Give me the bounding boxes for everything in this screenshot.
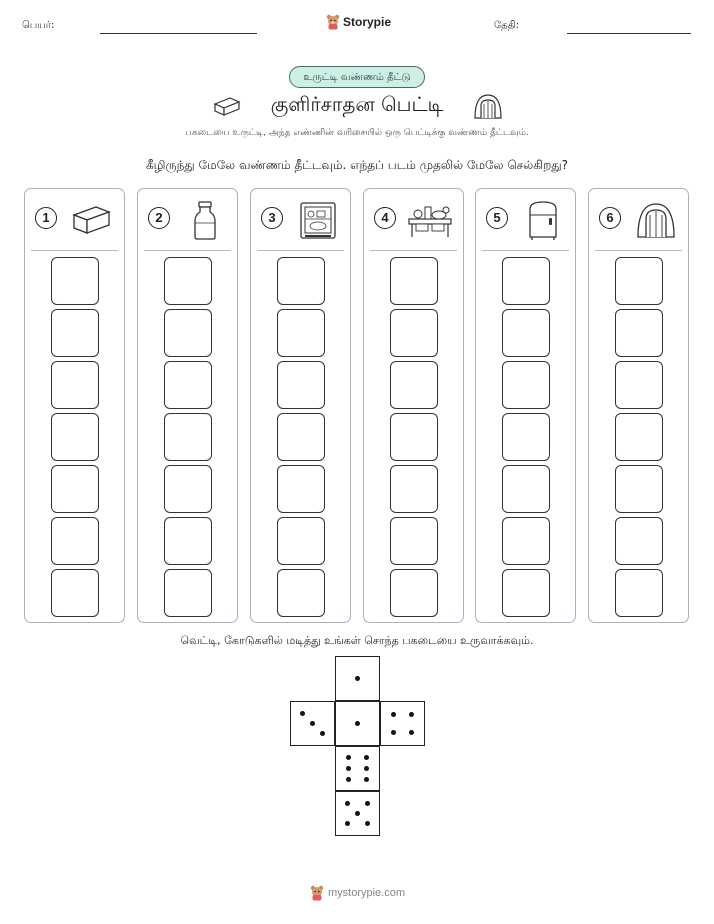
- die-pip: [364, 777, 369, 782]
- color-cell[interactable]: [277, 257, 325, 305]
- color-cell[interactable]: [277, 465, 325, 513]
- column-number: 1: [35, 207, 57, 229]
- name-label: பெயர்:: [22, 20, 55, 31]
- color-cell[interactable]: [51, 517, 99, 565]
- color-cell[interactable]: [502, 465, 550, 513]
- date-line[interactable]: [567, 33, 691, 34]
- dice-instruction: வெட்டி, கோடுகளில் மடித்து உங்கள் சொந்த பகடையை உருவாக்கவும்.: [180, 634, 534, 647]
- column-divider: [31, 250, 118, 251]
- die-pip: [355, 811, 360, 816]
- color-cell[interactable]: [615, 413, 663, 461]
- color-cell[interactable]: [615, 517, 663, 565]
- die-pip: [310, 721, 315, 726]
- color-cell[interactable]: [390, 465, 438, 513]
- die-pip: [300, 711, 305, 716]
- die-face-1: [335, 656, 380, 701]
- brand-name: Storypie: [343, 15, 392, 29]
- bear-mascot-icon: [310, 885, 324, 901]
- die-pip: [391, 730, 396, 735]
- color-cell[interactable]: [615, 361, 663, 409]
- name-line[interactable]: [100, 33, 257, 34]
- column-6: [588, 188, 689, 623]
- color-cell[interactable]: [277, 361, 325, 409]
- color-cell[interactable]: [164, 257, 212, 305]
- color-cell[interactable]: [164, 309, 212, 357]
- color-cell[interactable]: [390, 413, 438, 461]
- ice-cave-icon: [473, 92, 503, 120]
- color-cell[interactable]: [615, 569, 663, 617]
- column-number: 3: [261, 207, 283, 229]
- die-pip: [365, 801, 370, 806]
- column-divider: [257, 250, 344, 251]
- column-number: 2: [148, 207, 170, 229]
- die-face-4: [380, 701, 425, 746]
- color-cell[interactable]: [502, 413, 550, 461]
- column-1: [24, 188, 125, 623]
- color-cell[interactable]: [390, 517, 438, 565]
- column-divider: [482, 250, 569, 251]
- color-cell[interactable]: [51, 465, 99, 513]
- color-cell[interactable]: [502, 569, 550, 617]
- bear-mascot-icon: [326, 14, 340, 30]
- activity-tag: உருட்டி வண்ணம் தீட்டு: [289, 66, 425, 88]
- die-pip: [355, 721, 360, 726]
- ice-block-icon: [71, 199, 113, 241]
- color-cell[interactable]: [390, 569, 438, 617]
- color-cell[interactable]: [277, 517, 325, 565]
- color-cell[interactable]: [51, 309, 99, 357]
- page-subtitle: பகடையை உருட்டி, அந்த எண்ணின் வரிசையில் ஒரு பெட்டிக்கு வண்ணம் தீட்டவும்.: [185, 128, 529, 138]
- page-title: குளிர்சாதன பெட்டி: [270, 92, 444, 116]
- color-cell[interactable]: [502, 517, 550, 565]
- footer: [310, 885, 405, 901]
- color-cell[interactable]: [615, 465, 663, 513]
- color-cell[interactable]: [164, 361, 212, 409]
- milk-bottle-icon: [184, 199, 226, 241]
- column-divider: [595, 250, 682, 251]
- die-pip: [345, 821, 350, 826]
- color-cell[interactable]: [390, 361, 438, 409]
- color-cell[interactable]: [615, 257, 663, 305]
- color-cell[interactable]: [390, 257, 438, 305]
- column-divider: [370, 250, 457, 251]
- color-cell[interactable]: [277, 569, 325, 617]
- die-face-6: [335, 746, 380, 791]
- color-cell[interactable]: [164, 517, 212, 565]
- fridge-shelf-icon: [297, 199, 339, 241]
- ice-cave-icon: [635, 199, 677, 241]
- die-pip: [409, 712, 414, 717]
- die-pip: [364, 755, 369, 760]
- color-cell[interactable]: [164, 569, 212, 617]
- column-divider: [144, 250, 231, 251]
- column-5: [475, 188, 576, 623]
- vintage-fridge-icon: [522, 199, 564, 241]
- die-face-3: [290, 701, 335, 746]
- die-pip: [391, 712, 396, 717]
- kitchen-counter-icon: [406, 199, 454, 241]
- die-face-5: [335, 791, 380, 836]
- color-cell[interactable]: [51, 569, 99, 617]
- color-cell[interactable]: [502, 309, 550, 357]
- color-cell[interactable]: [164, 413, 212, 461]
- date-label: தேதி:: [494, 20, 520, 31]
- die-pip: [365, 821, 370, 826]
- question-text: கீழிருந்து மேலே வண்ணம் தீட்டவும். எந்தப் படம் முதலில் மேலே செல்கிறது?: [145, 158, 569, 172]
- die-pip: [320, 731, 325, 736]
- color-cell[interactable]: [164, 465, 212, 513]
- color-cell[interactable]: [502, 257, 550, 305]
- die-pip: [355, 676, 360, 681]
- color-cell[interactable]: [51, 257, 99, 305]
- column-number: 5: [486, 207, 508, 229]
- column-number: 4: [374, 207, 396, 229]
- column-3: [250, 188, 351, 623]
- column-4: [363, 188, 464, 623]
- color-cell[interactable]: [51, 361, 99, 409]
- color-cell[interactable]: [277, 309, 325, 357]
- color-cell[interactable]: [390, 309, 438, 357]
- brand-logo: [326, 14, 391, 30]
- color-cell[interactable]: [51, 413, 99, 461]
- die-pip: [409, 730, 414, 735]
- die-pip: [346, 777, 351, 782]
- column-2: [137, 188, 238, 623]
- die-pip: [346, 766, 351, 771]
- color-cell[interactable]: [615, 309, 663, 357]
- die-pip: [346, 755, 351, 760]
- die-pip: [345, 801, 350, 806]
- color-cell[interactable]: [502, 361, 550, 409]
- die-pip: [364, 766, 369, 771]
- column-number: 6: [599, 207, 621, 229]
- footer-url[interactable]: mystorypie.com: [328, 887, 406, 899]
- color-cell[interactable]: [277, 413, 325, 461]
- die-face-1: [335, 701, 380, 746]
